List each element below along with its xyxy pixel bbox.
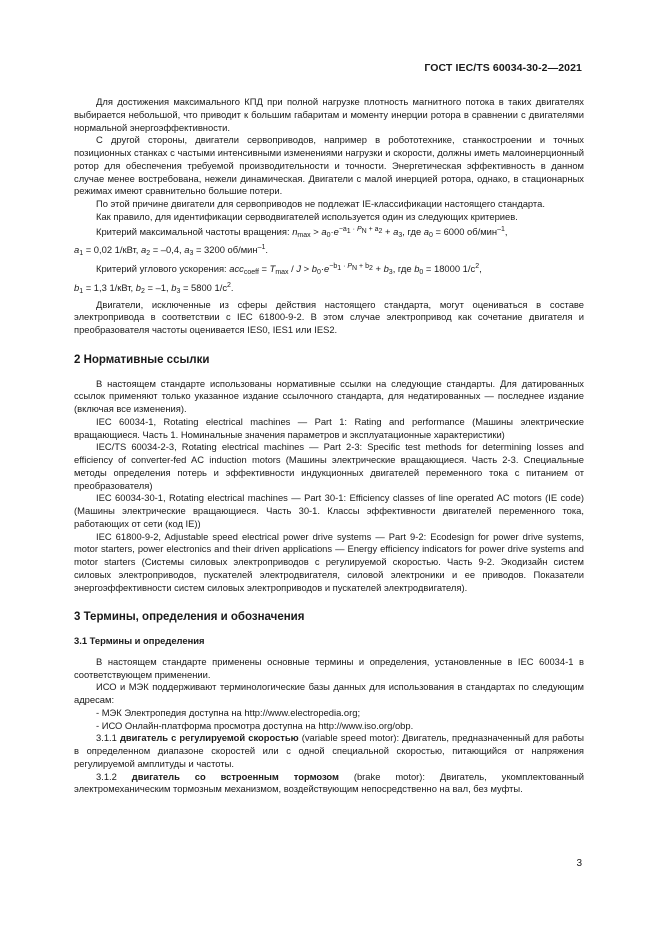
term: двигатель со встроенным тормозом [131, 770, 339, 782]
section-heading: 2 Нормативные ссылки [74, 353, 210, 366]
list-item: - ИСО Онлайн-платформа просмотра доступна на http://www.iso.org/obp. [96, 719, 414, 731]
paragraph: Для достижения максимального КПД при полной нагрузке плотность магнитного потока в таких двигателях выбирается небольшой, что приводит к большим габаритам и моменту инерции ротора в сравнении с двигателями нормальной энергоэффективности. [74, 96, 584, 133]
paragraph: ИСО и МЭК поддерживают терминологические базы данных для использования в стандартах по следующим адресам: [74, 681, 584, 705]
term-definition: 3.1.1 двигатель с регулируемой скоростью (variable speed motor): Двигатель, предназначенный для работы в определенном диапазоне скоростей или с одной специальной скоростью, питающийся от напряжения регулируемой амплитуды и частоты. [74, 732, 584, 769]
reference-item: IEC 61800-9-2, Adjustable speed electrical power drive systems — Part 9-2: Ecodesign for power drive systems, motor starters, power electronics and their driven applications — Energy efficiency indicators for power drive systems and motor starters (Системы силовых электроприводов с регулируемой скоростью. Часть 9-2. Экодизайн систем силовых электроприводов, пускателей электродвигателя, силовой электроники и ее приводов. Показатели энергоэффективности систем силовых электроприводов и пускателей электродвигателя). [74, 530, 584, 593]
section-heading: 3 Термины, определения и обозначения [74, 611, 305, 624]
reference-item: IEC/TS 60034-2-3, Rotating electrical machines — Part 2-3: Specific test methods for determining losses and efficiency of converter-fed AC induction motors (Машины электрические вращающиеся. Часть 2-3. Специальные методы определения потерь и эффективности индукционных двигателей переменного тока с питанием от преобразователя) [74, 441, 584, 491]
formula-acceleration: $acc_{coeff} = T_{max} / J > b_0\cdot e^{-b1 \cdot PN + b2} + b_3$ [229, 263, 393, 276]
paragraph: Как правило, для идентификации серводвигателей используется один из следующих критериев. [96, 210, 518, 222]
criterion-acceleration: Критерий углового ускорения: $acc_{coeff} = T_{max} / J > b_0\cdot e^{-b1 \cdot PN + b2} + b_3$, где $b_0 = 18000$ $1/с^2$, [96, 263, 482, 276]
formula-speed: $n_{max} > a_0\cdot e^{-a1 \cdot PN + a2} + a_3$ [292, 225, 403, 239]
criterion-speed: Критерий максимальной частоты вращения: $n_{max} > a_0\cdot e^{-a1 \cdot PN + a2} + a_3$, где $a_0 = 6000$ об/мин$^{-1}$, [96, 225, 508, 239]
list-item: - МЭК Электропедия доступна на http://www.electropedia.org; [96, 706, 361, 718]
page-content [74, 96, 584, 796]
term-definition: 3.1.2 двигатель со встроенным тормозом (brake motor): Двигатель, укомплектованный электромеханическим тормозным механизмом, воздействующим непосредственно на вал, без муфты. [74, 770, 584, 795]
reference-item: IEC 60034-1, Rotating electrical machines — Part 1: Rating and performance (Машины электрические вращающиеся. Часть 1. Номинальные значения параметров и эксплуатационные характеристики) [74, 415, 584, 440]
criterion-acceleration-coefficients: $b_1 = 1,3$ 1/кВт, $b_2 = -1$, $b_3 = 5800$ $1/с^2$. [74, 281, 234, 295]
criterion-speed-coefficients: $a_1 = 0,02$ 1/кВт, $a_2 = -0,4$, $a_3 = 3200$ об/мин$^{-1}$. [74, 244, 268, 258]
document-header: ГОСТ IEC/TS 60034-30-2—2021 [424, 62, 582, 74]
page-number: 3 [576, 858, 582, 869]
paragraph: В настоящем стандарте использованы нормативные ссылки на следующие стандарты. Для датированных ссылок применяют только указанное издание ссылочного стандарта, для недатированных — последнее издание (включая все изменения). [74, 377, 584, 414]
reference-item: IEC 60034-30-1, Rotating electrical machines — Part 30-1: Efficiency classes of line operated AC motors (IE code) (Машины электрические вращающиеся. Часть 30-1. Классы эффективности двигателей переменного тока, работающих от сети (код IE)) [74, 492, 584, 529]
paragraph: По этой причине двигатели для сервоприводов не подлежат IE-классификации настоящего стандарта. [96, 198, 545, 209]
subsection-heading: 3.1 Термины и определения [74, 635, 205, 646]
term: двигатель с регулируемой скоростью [119, 732, 299, 744]
paragraph: Двигатели, исключенные из сферы действия настоящего стандарта, могут оцениваться в составе электропривода в соответствии с IEC 61800-9-2. В этом случае электропривод как сочетание двигателя и преобразователя частоты оценивается IES0, IES1 или IES2. [74, 298, 584, 335]
paragraph: В настоящем стандарте применены основные термины и определения, установленные в IEC 60034-1 в соответствующем применении. [74, 655, 584, 680]
paragraph: С другой стороны, двигатели сервоприводов, например в робототехнике, станкостроении и точных позиционных станках с частыми интенсивными изменениями нагрузки и скорости, должны иметь малоинерционный ротор для обеспечения требуемой производительности и точности. Энергетическая эффективность в данном случае менее востребована, нежели динамическая. Двигатели с малой инерцией ротора, однако, в стационарных режимах имеют сравнительно большие потери. [74, 134, 584, 197]
